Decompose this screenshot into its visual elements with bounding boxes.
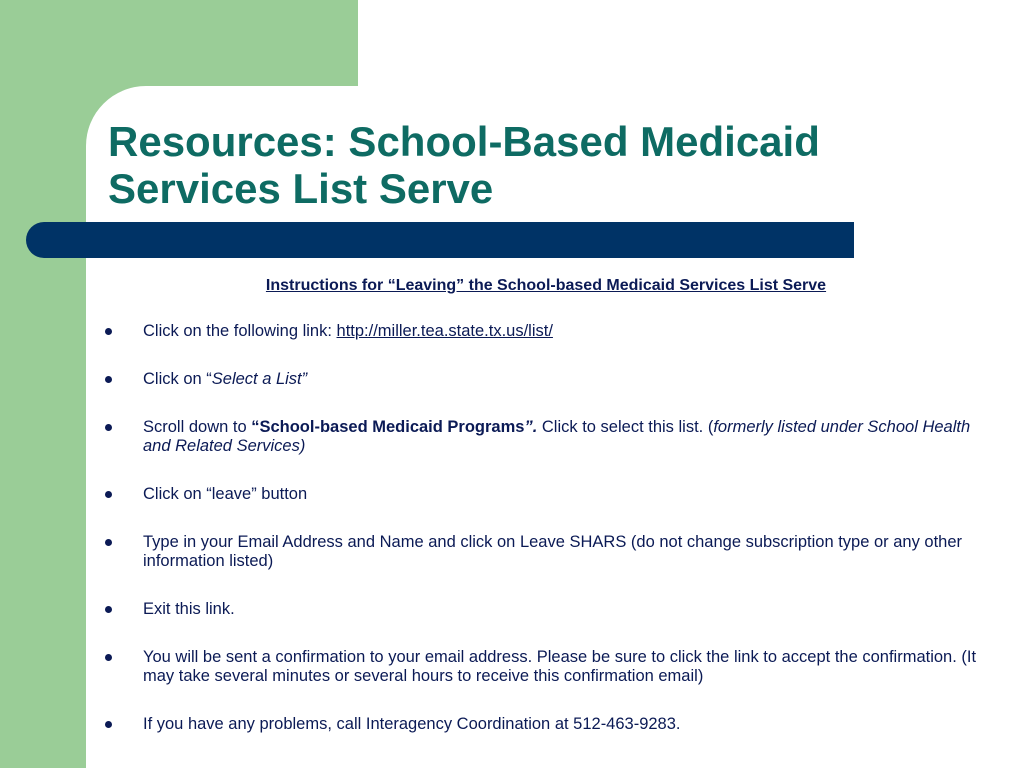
list-serve-link[interactable]: http://miller.tea.state.tx.us/list/ [336,322,553,340]
bullet-icon [105,491,112,498]
instruction-list [104,322,984,734]
list-item [104,418,984,456]
bullet-text: Type in your Email Address and Name and click on Leave SHARS (do not change subscription type or any other information listed) [143,533,963,570]
bullet-text: Click on “leave” button [143,485,308,503]
list-item [104,648,984,686]
title-divider-band [26,222,854,258]
slide-title-line-1: Resources: School-Based Medicaid [108,118,820,165]
bullet-text: You will be sent a confirmation to your email address. Please be sure to click the link to accept the confirmation. (It may take several minutes or several hours to receive this confirmation email) [143,648,977,685]
bullet-icon [105,376,112,383]
bullet-icon [105,606,112,613]
bullet-text: If you have any problems, call Interagency Coordination at 512-463-9283. [143,715,681,733]
list-item [104,533,984,571]
instructions-heading: Instructions for “Leaving” the School-based Medicaid Services List Serve [265,277,827,294]
bullet-text: Click on “ [143,370,212,388]
bullet-bold-text: “School-based Medicaid Programs [251,418,525,436]
slide-title-line-2: Services List Serve [108,165,494,212]
list-item [104,600,984,619]
list-item [104,485,984,504]
bullet-italic-text: formerly listed under School Health and Related Services) [143,418,971,455]
bullet-text: Scroll down to [143,418,252,436]
slide-title [108,118,988,212]
bullet-text: Click on the following link: [143,322,337,340]
list-item [104,322,984,341]
bullet-italic-text: Select a List” [211,370,308,388]
bullet-icon [105,721,112,728]
list-item [104,370,984,389]
bullet-icon [105,539,112,546]
bullet-text-middle: Click to select this list. ( [537,418,714,436]
bullet-icon [105,424,112,431]
list-item [104,715,984,734]
bullet-bold-italic-text: ”. [524,418,538,436]
bullet-icon [105,328,112,335]
bullet-icon [105,654,112,661]
bullet-text: Exit this link. [143,600,235,618]
